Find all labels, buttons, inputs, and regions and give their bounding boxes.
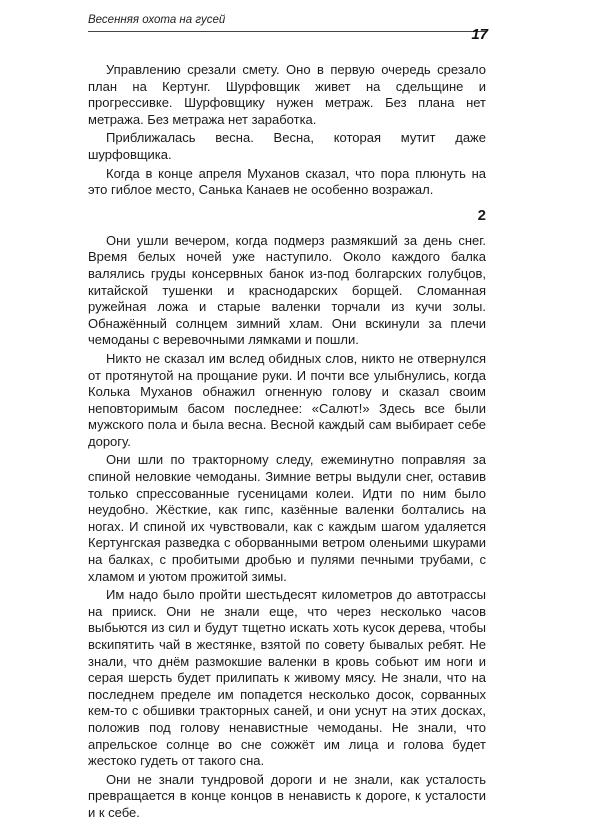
running-header (88, 14, 488, 44)
paragraph: Управлению срезали смету. Оно в первую очередь срезало план на Кертунг. Шурфовщик живет на сдельщине и прогрессивке. Шурфовщику нужен метраж. Без плана нет метража. Без метража нет заработка. (88, 62, 486, 127)
page-number: 17 (471, 26, 488, 43)
paragraph: Никто не сказал им вслед обидных слов, никто не отвернулся от протянутой на прощание руки. И почти все улыбнулись, когда Колька Муханов обнажил огненную голову и сказал своим неповторимым басом последнее: «Салют!» Здесь все были мужского пола и была весна. Весной каждый сам выбирает себе дорогу. (88, 350, 486, 449)
chapter-number: 2 (477, 206, 486, 224)
page-body (88, 62, 486, 824)
paragraph: Когда в конце апреля Муханов сказал, что пора плюнуть на это гиблое место, Санька Канаев не особенно возражал. (88, 165, 486, 198)
header-rule (88, 31, 486, 32)
paragraph: Они ушли вечером, когда подмерз размякший за день снег. Время белых ночей уже наступило. Около каждого балка валялись груды консервных банок из-под болгарских голубцов, китайской тушенки и краснодарских борщей. Сломанная ружейная ложа и старые валенки торчали из кучи золы. Обнажённый солнцем зимний хлам. Они вскинули за плечи чемоданы с веревочными лямками и пошли. (88, 232, 486, 348)
paragraph: Они шли по тракторному следу, ежеминутно поправляя за спиной неловкие чемоданы. Зимние ветры выдули снег, оставив только спрессованные гусеницами колеи. Идти по ним было неудобно. Жёсткие, как гипс, казённые валенки болтались на ногах. И спиной их чувствовали, как с каждым шагом удаляется Кертунгская разведка с оборванными ветром оленьими шкурами на балках, с пробитыми дробью и пулями печными трубами, с хламом и уютом прожитой зимы. (88, 452, 486, 584)
paragraph: Им надо было пройти шестьдесят километров до автотрассы на прииск. Они не знали еще, что через несколько часов выбьются из сил и будут тщетно искать хоть кусок дерева, чтобы вскипятить чай в жестянке, взятой по совету бывалых ребят. Не знали, что днём размокшие валенки в кровь собьют им ноги и серая шерсть будет прилипать к живому мясу. Не знали, что на последнем пределе им попадется несколько досок, сорванных кем-то с обшивки тракторных саней, и они уснут на этих досках, положив под голову ненавистные чемоданы. Не знали, что апрельское солнце во сне сожжёт им лица и голова будет жестоко гудеть от такого сна. (88, 587, 486, 769)
paragraph: Они не знали тундровой дороги и не знали, как усталость превращается в конце концов в ненависть к дороге, к усталости и к себе. (88, 771, 486, 820)
running-title: Весенняя охота на гусей (88, 14, 226, 26)
paragraph: Приближалась весна. Весна, которая мутит даже шурфовщика. (88, 130, 486, 162)
